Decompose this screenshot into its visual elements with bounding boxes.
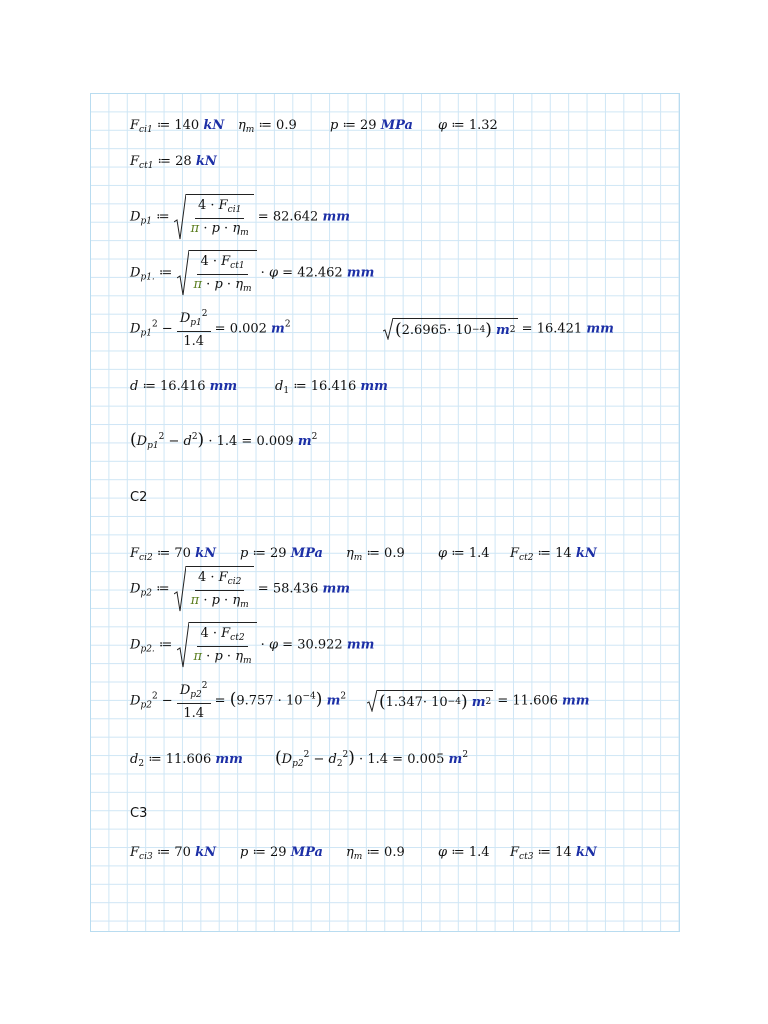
phi3-definition[interactable]: φ ≔ 1.4 <box>438 845 490 860</box>
eta-m2-definition[interactable]: $\eta_m$ ≔ 0.9 <box>346 546 405 563</box>
area2b-formula[interactable]: $(D_{p2}^2 - d_2^2) \cdot 1.4 = 0.005$ $m^2$ <box>275 748 469 769</box>
dp2-formula[interactable]: $D_{p2}$ ≔ $\frac{4 \cdot F_{ci2}}{\pi \cdot p \cdot \eta_m}$ = 58.436 mm <box>130 566 350 612</box>
fct3-definition[interactable]: $F_{ct3}$ ≔ 14 kN <box>510 845 597 862</box>
d1-definition[interactable]: $d_1$ ≔ 16.416 mm <box>275 379 388 396</box>
d-definition[interactable]: d ≔ 16.416 mm <box>130 379 238 394</box>
fct1-definition[interactable]: $F_{ct1}$ ≔ 28 kN <box>130 154 217 171</box>
section-heading-c2: C2 <box>130 490 148 505</box>
eta-m3-definition[interactable]: $\eta_m$ ≔ 0.9 <box>346 845 405 862</box>
sqrt-area2[interactable]: ( 1.347 · 10 −4 ) m 2 = 11.606 mm <box>367 690 590 712</box>
sqrt-area1[interactable]: ( 2.6965 · 10 −4 ) m 2 = 16.421 mm <box>383 318 614 340</box>
fci2-definition[interactable]: $F_{ci2}$ ≔ 70 kN <box>130 546 216 563</box>
fci3-definition[interactable]: $F_{ci3}$ ≔ 70 kN <box>130 845 216 862</box>
phi2-definition[interactable]: φ ≔ 1.4 <box>438 546 490 561</box>
d2-definition[interactable]: $d_2$ ≔ 11.606 mm <box>130 752 243 769</box>
fct2-definition[interactable]: $F_{ct2}$ ≔ 14 kN <box>510 546 597 563</box>
p2-definition[interactable]: p ≔ 29 MPa <box>240 546 323 561</box>
eta-m-definition[interactable]: $\eta_m$ ≔ 0.9 <box>238 118 297 135</box>
phi-definition[interactable]: φ ≔ 1.32 <box>438 118 498 133</box>
section-heading-c3: C3 <box>130 806 148 821</box>
area1b-formula[interactable]: $(D_{p1}^2 - d^2) \cdot 1.4 = 0.009$ $m^2$ <box>130 430 318 451</box>
fci1-definition[interactable]: $F_{ci1}$ ≔ 140 kN <box>130 118 225 135</box>
p-definition[interactable]: p ≔ 29 MPa <box>330 118 413 133</box>
dp1-formula[interactable]: $D_{p1}$ ≔ $\frac{4 \cdot F_{ci1}}{\pi \cdot p \cdot \eta_m}$ = 82.642 mm <box>130 194 350 240</box>
area1-formula[interactable]: $D_{p1}^2$ − $\frac{D_{p1}^2}{1.4}$ = 0.002 $m^2$ <box>130 309 291 349</box>
dp1-dot-formula[interactable]: $D_{p1.}$ ≔ $\frac{4 \cdot F_{ct1}}{\pi \cdot p \cdot \eta_m}$ · φ = 42.462 mm <box>130 250 374 296</box>
area2-formula[interactable]: $D_{p2}^2$ − $\frac{D_{p2}^2}{1.4}$ = $(9.757 \cdot 10^{-4})$ $m^2$ <box>130 681 347 721</box>
dp2-dot-formula[interactable]: $D_{p2.}$ ≔ $\frac{4 \cdot F_{ct2}}{\pi \cdot p \cdot \eta_m}$ · φ = 30.922 mm <box>130 622 374 668</box>
p3-definition[interactable]: p ≔ 29 MPa <box>240 845 323 860</box>
